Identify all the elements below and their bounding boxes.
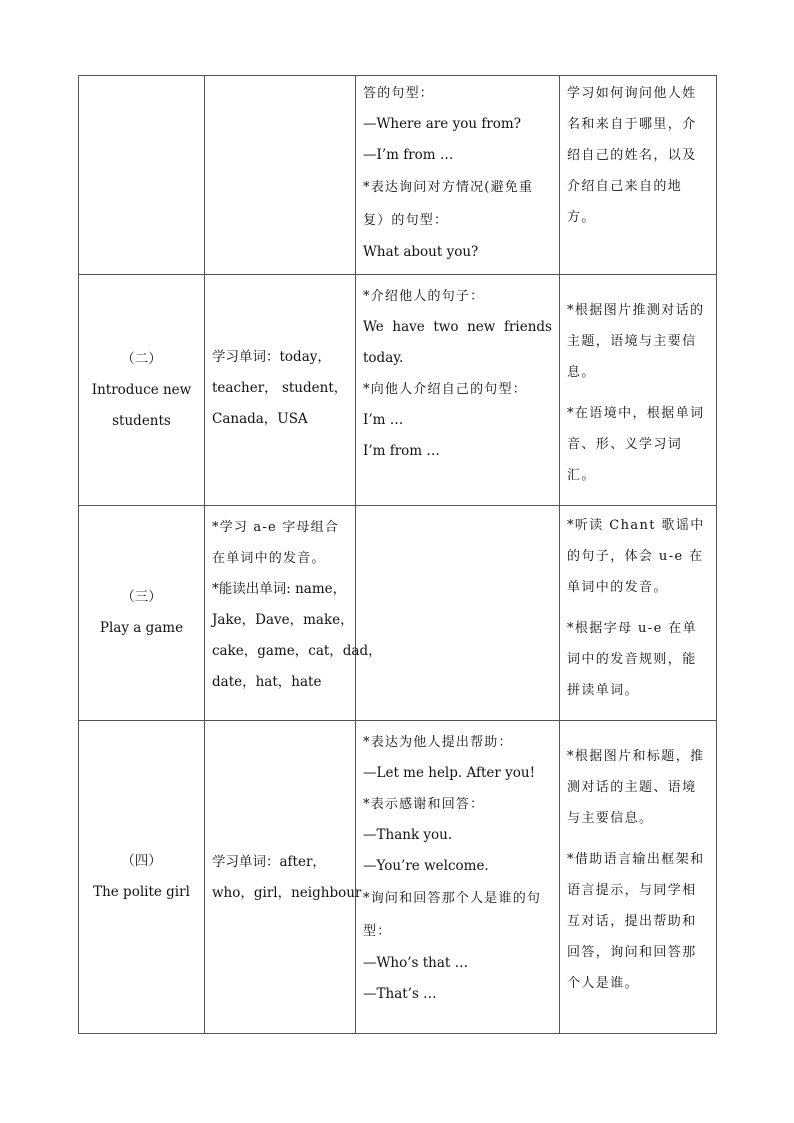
stage-cell [79, 275, 205, 506]
words-cell [205, 721, 362, 1034]
sentence-line: *表示感谢和回答： [363, 797, 485, 812]
stage-number: （三） [121, 589, 162, 605]
word-line: 学习单词：today， [212, 348, 331, 365]
sentence-line: *向他人介绍自己的句型： [363, 382, 527, 397]
words-cell [205, 76, 356, 275]
sentence-line: We have two new friends [363, 319, 552, 335]
sentence-line: *介绍他人的句子： [363, 289, 485, 304]
sentence-line: —Thank you. [363, 827, 453, 843]
sentence-line: 答的句型： [363, 86, 435, 101]
words-cell [205, 275, 356, 506]
objective-text: *根据图片推测对话的主题，语境与主要信息。 [567, 303, 705, 380]
sentences-cell [356, 76, 560, 275]
stage-number: （四） [121, 853, 162, 869]
word-line: Jake，Dave，make， [212, 612, 354, 628]
word-line: 在单词中的发音。 [212, 551, 326, 566]
objectives-cell [560, 76, 717, 275]
sentences-cell [356, 721, 560, 1034]
word-line: date，hat，hate [212, 674, 322, 690]
table-row [79, 275, 717, 506]
stage-name: Introduce new students [91, 381, 192, 429]
sentence-line: What about you? [363, 244, 479, 260]
lesson-plan-table [78, 75, 717, 1034]
objective-text: *借助语言输出框架和语言提示，与同学相互对话，提出帮助和回答，询问和回答那个人是谁。 [567, 852, 705, 991]
word-line: who，girl，neighbour [212, 885, 362, 901]
word-line: teacher， student， [212, 379, 348, 396]
table-row [79, 506, 717, 721]
table-row [79, 721, 717, 1034]
objective-text: *根据字母 u-e 在单词中的发音规则，能拼读单词。 [567, 621, 698, 698]
sentence-line: *表达询问对方情况(避免重复）的句型： [363, 180, 534, 228]
objective-text: 学习如何询问他人姓名和来自于哪里，介绍自己的姓名，以及介绍自己来自的地方。 [567, 86, 697, 225]
sentence-line: *询问和回答那个人是谁的句型： [363, 891, 542, 939]
sentences-cell [356, 275, 560, 506]
objective-text: *根据图片和标题，推测对话的主题、语境与主要信息。 [567, 749, 705, 826]
sentence-line: I’m … [363, 412, 404, 428]
stage-cell [79, 506, 205, 721]
sentence-line: I’m from … [363, 443, 440, 459]
sentence-line: *表达为他人提出帮助： [363, 735, 513, 750]
word-line: *学习 a-e 字母组合 [212, 520, 340, 535]
stage-cell [79, 721, 205, 1034]
stage-name: Play a game [99, 620, 184, 636]
sentence-line: —You’re welcome. [363, 858, 489, 874]
stage-name: The polite girl [93, 884, 190, 900]
words-cell [205, 506, 382, 721]
word-line: Canada，USA [212, 410, 308, 427]
word-line: *能读出单词: name， [212, 581, 347, 597]
sentence-line: —That’s … [363, 986, 437, 1002]
stage-number: （二） [121, 350, 162, 367]
objectives-cell [560, 506, 717, 721]
table-row [79, 76, 717, 275]
sentences-cell [356, 506, 560, 721]
sentence-line: —I’m from … [363, 147, 454, 163]
sentence-line: —Where are you from? [363, 116, 521, 132]
objectives-cell [560, 721, 717, 1034]
sentence-line: today. [363, 350, 404, 366]
sentence-line: —Let me help. After you! [363, 765, 536, 781]
word-line: cake，game，cat，dad， [212, 643, 382, 659]
word-line: 学习单词：after， [212, 854, 326, 870]
objectives-cell [560, 275, 717, 506]
stage-cell [79, 76, 205, 275]
objective-text: *听读 Chant 歌谣中的句子，体会 u-e 在单词中的发音。 [567, 518, 705, 595]
objective-text: *在语境中，根据单词音、形、义学习词汇。 [567, 406, 705, 483]
sentence-line: —Who’s that … [363, 955, 469, 971]
